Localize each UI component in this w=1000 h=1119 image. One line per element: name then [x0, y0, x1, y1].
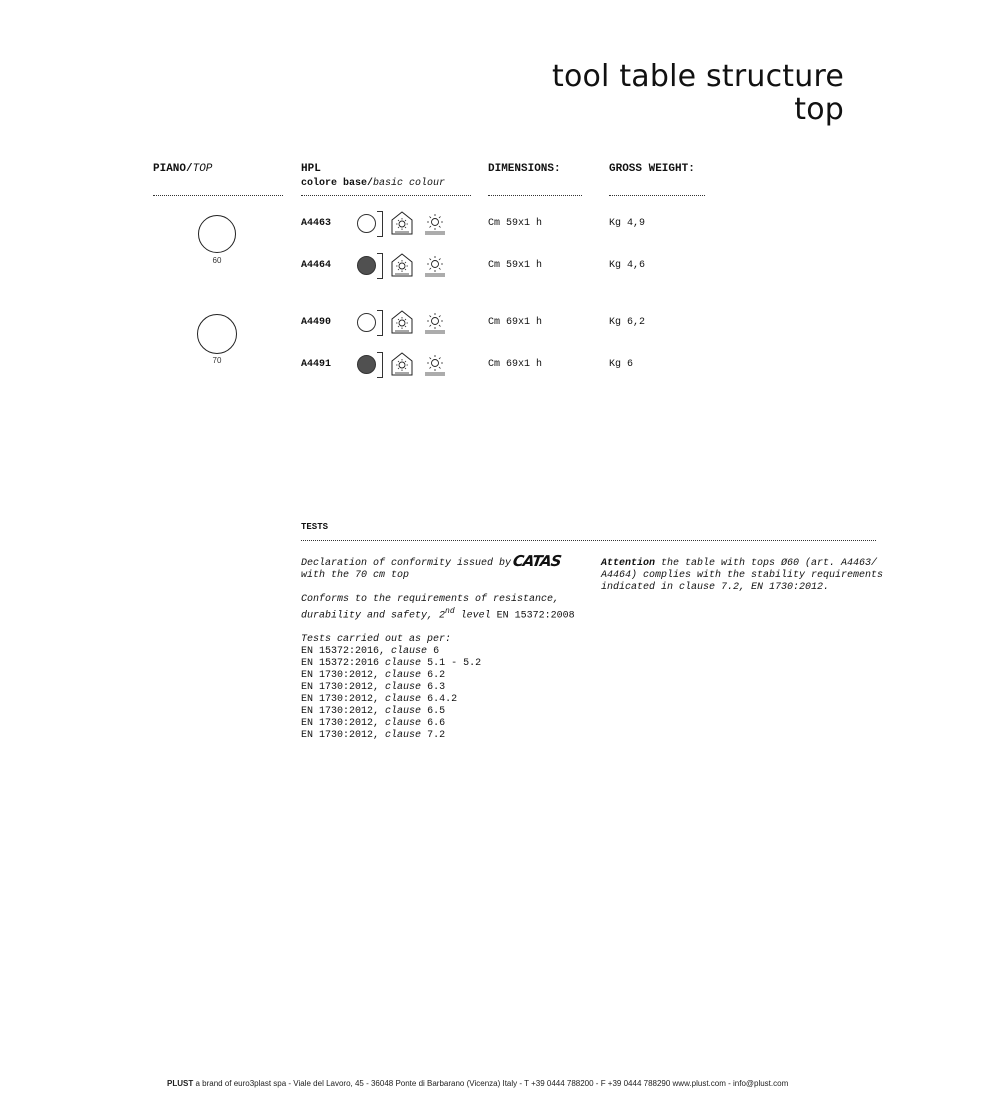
header-hpl: HPL: [301, 163, 321, 175]
table-row: [301, 252, 721, 280]
weight-value: Kg 6: [609, 359, 634, 370]
bracket: [377, 253, 383, 279]
bracket: [377, 310, 383, 336]
divider-top: [153, 195, 283, 196]
list-item: EN 15372:2016 clause 5.1 - 5.2: [301, 658, 482, 670]
list-item: EN 1730:2012, clause 6.2: [301, 670, 446, 682]
title-line-2: top: [794, 92, 844, 127]
colour-swatch-white: [357, 214, 376, 233]
footer: PLUST a brand of euro3plast spa - Viale del Lavoro, 45 - 36048 Ponte di Barbarano (Vicenza) Italy - T +39 0444 788200 - F +39 0444 788290 www.plust.com - info@plust.com: [167, 1079, 789, 1088]
tests-heading: TESTS: [301, 522, 329, 532]
table-row: [301, 309, 721, 337]
list-item: EN 1730:2012, clause 6.3: [301, 682, 446, 694]
header-colour: colore base/basic colour: [301, 178, 446, 189]
bracket: [377, 211, 383, 237]
sun-icon: [423, 312, 447, 334]
weight-value: Kg 4,6: [609, 260, 646, 271]
top-size-60: 60: [212, 256, 222, 265]
list-item: EN 15372:2016, clause 6: [301, 646, 440, 658]
page-title: [552, 60, 844, 126]
article-code: A4491: [301, 359, 332, 370]
weight-value: Kg 4,9: [609, 218, 646, 229]
article-code: A4490: [301, 317, 332, 328]
title-line-1: tool table structure: [551, 59, 844, 94]
top-circle-60: [198, 215, 236, 253]
tests-divider: [301, 540, 876, 541]
dimensions-value: Cm 69x1 h: [488, 317, 543, 328]
house-sun-icon: [390, 351, 414, 377]
header-dimensions: DIMENSIONS:: [488, 163, 561, 175]
house-sun-icon: [390, 210, 414, 236]
colour-swatch-dark: [357, 355, 376, 374]
sun-icon: [423, 255, 447, 277]
header-weight: GROSS WEIGHT:: [609, 163, 695, 175]
top-circle-70: [197, 314, 237, 354]
header-top: PIANO/TOP: [153, 163, 213, 175]
list-item: EN 1730:2012, clause 6.5: [301, 706, 446, 718]
list-item: EN 1730:2012, clause 6.4.2: [301, 694, 458, 706]
dimensions-value: Cm 69x1 h: [488, 359, 543, 370]
sun-icon: [423, 213, 447, 235]
house-sun-icon: [390, 309, 414, 335]
table-row: [301, 210, 721, 238]
colour-swatch-white: [357, 313, 376, 332]
table-row: [301, 351, 721, 379]
list-item: EN 1730:2012, clause 6.6: [301, 718, 446, 730]
tests-left-column: [301, 558, 601, 742]
sun-icon: [423, 354, 447, 376]
article-code: A4464: [301, 260, 332, 271]
dimensions-value: Cm 59x1 h: [488, 218, 543, 229]
divider-dimensions: [488, 195, 582, 196]
list-item: EN 1730:2012, clause 7.2: [301, 730, 446, 742]
colour-swatch-dark: [357, 256, 376, 275]
top-size-70: 70: [212, 356, 222, 365]
article-code: A4463: [301, 218, 332, 229]
catas-logo: CATAS: [511, 552, 562, 570]
divider-weight: [609, 195, 705, 196]
weight-value: Kg 6,2: [609, 317, 646, 328]
divider-hpl: [301, 195, 471, 196]
declaration-text: Declaration of conformity issued by with the 70 cm top: [301, 558, 512, 581]
conforms-text: Conforms to the requirements of resistance, durability and safety, 2nd level EN 15372:2008: [301, 594, 575, 622]
dimensions-value: Cm 59x1 h: [488, 260, 543, 271]
attention-note: Attention the table with tops Ø60 (art. A4463/ A4464) complies with the stability requirements indicated in clause 7.2, EN 1730:2012.: [601, 558, 884, 593]
house-sun-icon: [390, 252, 414, 278]
bracket: [377, 352, 383, 378]
tests-carried-out: Tests carried out as per: EN 15372:2016, clause 6 EN 15372:2016 clause 5.1 - 5.2 EN 1730:2012, clause 6.2 EN 1730:2012, clause 6.3 EN 1730:2012, clause 6.4.2 EN 1730:2012, clause 6.5 EN 1730:2012, clause 6.6 EN 1730:2012, clause 7.2: [301, 634, 601, 742]
